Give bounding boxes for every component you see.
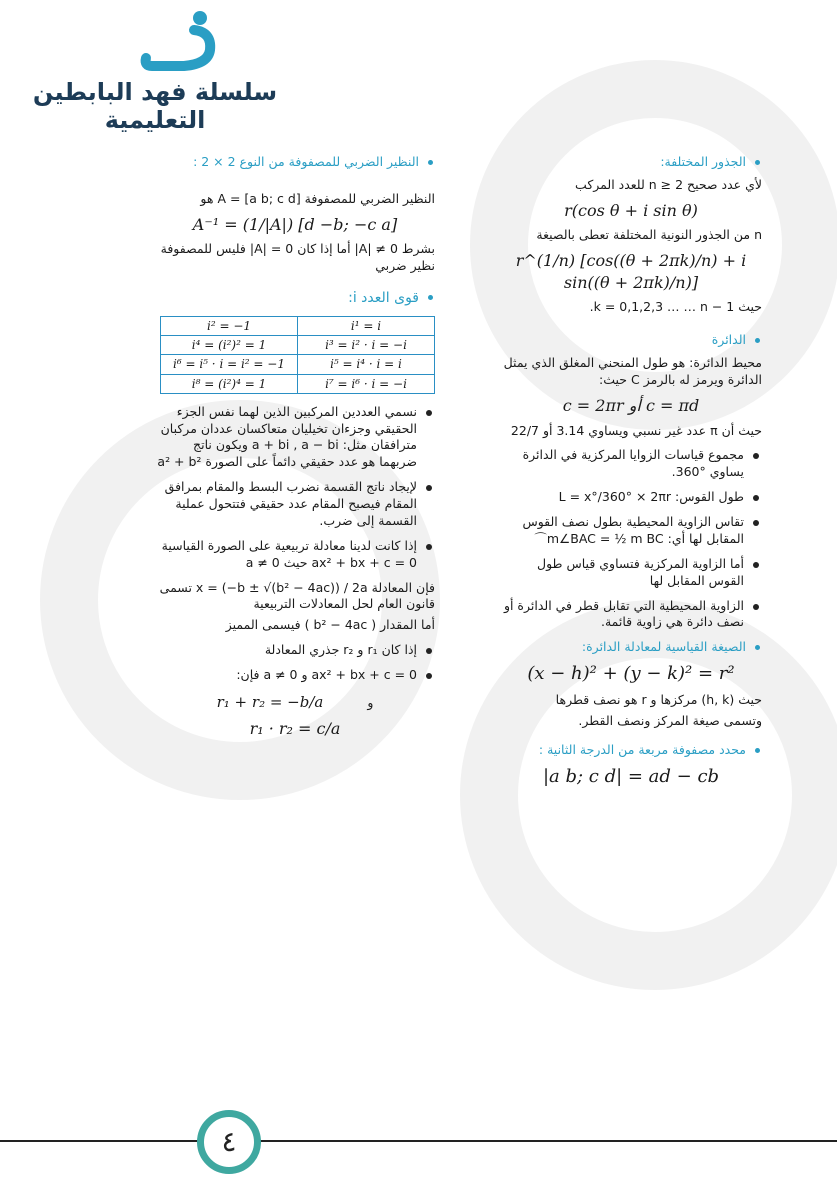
table-cell: i⁵ = i⁴ · i = i <box>298 355 435 374</box>
standard-form-equation: (x − h)² + (y − k)² = r² <box>527 663 735 685</box>
roots-polar-form: r(cos θ + i sin θ) <box>564 200 698 220</box>
roots-formula: r^(1/n) [cos((θ + 2πk)/n) + i sin((θ + 2πk)/n)] <box>515 251 747 292</box>
determinant-heading: محدد مصفوفة مربعة من الدرجة الثانية : <box>500 742 762 759</box>
sum-row <box>155 692 435 712</box>
inverse-equation: A⁻¹ = (1/|A|) [d −b; −c a] <box>192 214 398 234</box>
circle-heading: الدائرة <box>500 332 762 349</box>
roots-heading: الجذور المختلفة: <box>500 154 762 171</box>
standard-form-name: وتسمى صيغة المركز ونصف القطر. <box>578 713 762 729</box>
circumference-equation: c = 2πr أو c = πd <box>562 395 700 415</box>
table-cell: i⁴ = (i²)² = 1 <box>161 336 298 355</box>
sum-product-bullet: ax² + bx + c = 0 و a ≠ 0 فإن: <box>155 667 435 684</box>
table-row <box>161 336 435 355</box>
conjugate-bullet: نسمي العددين المركبين الذين لهما نفس الجزء الحقيقي وجزءان تخيليان متعاكسان عددان مركبان مترافقان مثل: a + bi , a − bi ويكون ناتج ضربهما هو عدد حقيقي دائماً على الصورة a² + b² <box>155 404 435 472</box>
roots-description: n من الجذور النونية المختلفة تعطى بالصيغة <box>536 227 762 243</box>
pi-note: حيث أن π عدد غير نسبي ويساوي 3.14 أو 22/7 <box>510 422 762 438</box>
table-row <box>161 374 435 393</box>
powers-of-i-heading: قوى العدد i: <box>155 289 435 308</box>
and-word: و <box>367 694 374 710</box>
table-cell: i⁶ = i⁵ · i = i² = −1 <box>161 355 298 374</box>
table-cell: i² = −1 <box>161 316 298 335</box>
left-column <box>155 148 435 746</box>
inscribed-angle-bullet: تقاس الزاوية المحيطية بطول نصف القوس المقابل لها أي: m∠BAC = ½ m BC⌒ <box>500 514 762 548</box>
standard-form-heading: الصيغة القياسية لمعادلة الدائرة: <box>500 639 762 656</box>
table-cell: i³ = i² · i = −i <box>298 336 435 355</box>
arc-length-bullet: طول القوس: L = x°/360° × 2πr <box>500 489 762 506</box>
table-row <box>161 316 435 335</box>
right-column <box>500 148 762 795</box>
sum-of-roots-equation: r₁ + r₂ = −b/a <box>216 692 324 711</box>
inverse-definition: النظير الضربي للمصفوفة A = [a b; c d] هو <box>200 190 435 206</box>
discriminant-text: أما المقدار ( b² − 4ac ) فيسمى المميز <box>225 617 435 633</box>
footer-divider <box>0 1140 837 1142</box>
product-of-roots-equation: r₁ · r₂ = c/a <box>249 719 341 739</box>
right-angle-bullet: الزاوية المحيطية التي تقابل قطر في الدائرة أو نصف دائرة هي زاوية قائمة. <box>500 598 762 632</box>
roots-bullet: إذا كان r₁ و r₂ جذري المعادلة <box>155 642 435 659</box>
table-row <box>161 355 435 374</box>
powers-of-i-table <box>160 316 435 394</box>
roots-intro: لأي عدد صحيح 2 ≤ n للعدد المركب <box>575 176 762 192</box>
inverse-heading: النظير الضربي للمصفوفة من النوع 2 × 2 : <box>155 154 435 171</box>
central-angles-bullet: مجموع قياسات الزوايا المركزية في الدائرة يساوي °360. <box>500 447 762 481</box>
central-angle-bullet: أما الزاوية المركزية فتساوي قياس طول القوس المقابل لها <box>500 556 762 590</box>
page-number-badge: ٤ <box>197 1110 261 1174</box>
roots-k-range: حيث k = 0,1,2,3 … … n − 1. <box>589 299 762 315</box>
quadratic-bullet: إذا كانت لدينا معادلة تربيعية على الصورة القياسية ax² + bx + c = 0 حيث a ≠ 0 <box>155 538 435 572</box>
table-cell: i⁷ = i⁶ · i = −i <box>298 374 435 393</box>
inverse-condition: بشرط 0 ≠ |A| أما إذا كان 0 = |A| فليس للمصفوفة نظير ضربي <box>160 241 435 274</box>
series-title: سلسلة فهد البابطين التعليمية <box>32 78 278 134</box>
quadratic-formula-text: فإن المعادلة x = (−b ± √(b² − 4ac)) / 2a تسمى قانون العام لحل المعادلات التربيعية <box>159 579 435 612</box>
division-bullet: لإيجاد ناتج القسمة نضرب البسط والمقام بمرافق المقام فيصبح المقام عدد حقيقي فتتحول عملية القسمة إلى ضرب. <box>155 479 435 530</box>
circle-definition: محيط الدائرة: هو طول المنحني المغلق الذي يمثل الدائرة ويرمز له بالرمز C حيث: <box>503 355 762 388</box>
determinant-equation: |a b; c d| = ad − cb <box>542 766 720 788</box>
standard-form-description: حيث (h, k) مركزها و r هو نصف قطرها <box>555 692 762 708</box>
table-cell: i⁸ = (i²)⁴ = 1 <box>161 374 298 393</box>
table-cell: i¹ = i <box>298 316 435 335</box>
